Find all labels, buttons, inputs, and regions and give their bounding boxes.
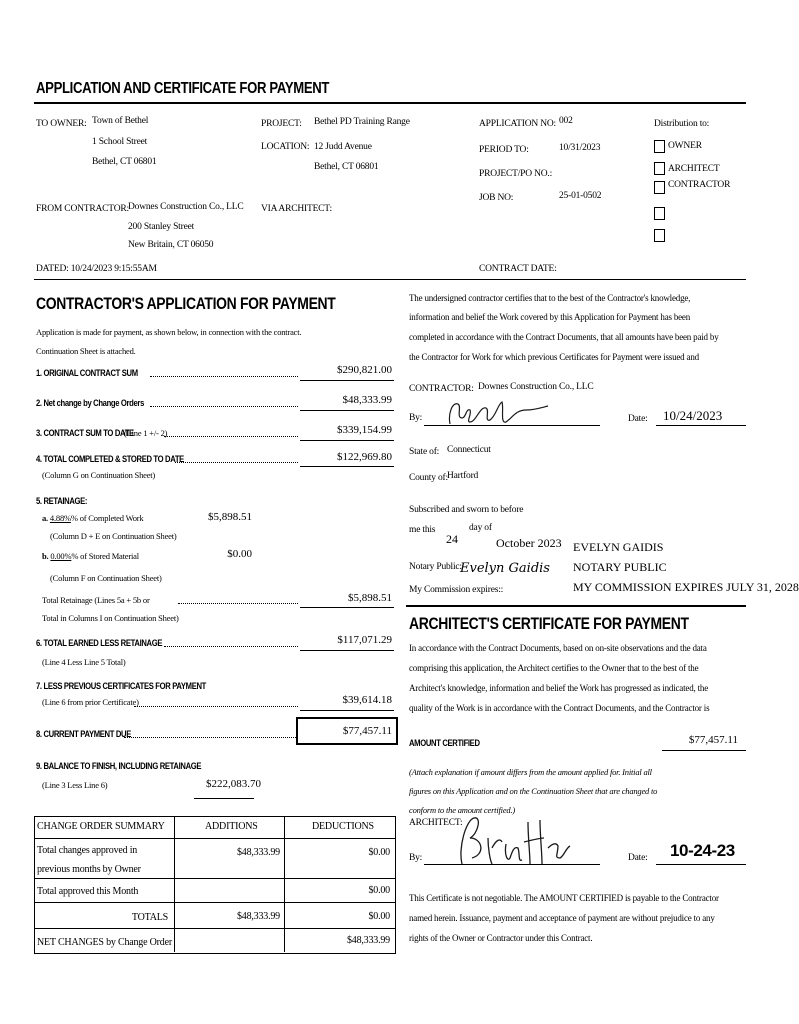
county-label: County of:	[409, 473, 448, 483]
architect-note-1: (Attach explanation if amount differs from the amount applied for. Initial all	[409, 767, 652, 777]
table-row-divider	[34, 878, 395, 879]
contractor-address-2: New Britain, CT 06050	[128, 240, 214, 250]
amount-line	[662, 750, 746, 751]
architect-heading: ARCHITECT'S CERTIFICATE FOR PAYMENT	[409, 614, 689, 633]
value-rule	[194, 798, 254, 799]
value-rule	[300, 410, 394, 411]
architect-note-2: figures on this Application and on the Continuation Sheet that are changed to	[409, 786, 658, 796]
dist-contractor-label: CONTRACTOR	[668, 180, 731, 190]
line-3-value: $339,154.99	[337, 424, 392, 436]
state-value: Connecticut	[447, 445, 491, 455]
line-3-label: 3. CONTRACT SUM TO DATE	[36, 428, 134, 438]
row-prev-additions: $48,333.99	[236, 847, 280, 858]
notary-stamp-expiry: MY COMMISSION EXPIRES JULY 31, 2028	[573, 580, 799, 594]
from-contractor-label: FROM CONTRACTOR:	[36, 204, 129, 214]
contractor-checkbox[interactable]	[654, 181, 665, 194]
period-to-label: PERIOD TO:	[479, 145, 529, 155]
job-no: 25-01-0502	[559, 191, 602, 201]
day-of-label: day of	[469, 523, 492, 533]
row-totals-additions: $48,333.99	[236, 911, 280, 922]
line-8-value: $77,457.11	[342, 725, 392, 737]
line-1-label: 1. ORIGINAL CONTRACT SUM	[36, 368, 138, 378]
line-5b-label: % of Stored Material	[71, 551, 139, 561]
architect-text-2: comprising this application, the Architect certifies to the Owner that to the best of the	[409, 663, 699, 673]
application-no-label: APPLICATION NO:	[479, 119, 556, 129]
footer-text-2: named herein. Issuance, payment and acceptance of payment are without prejudice to any	[409, 913, 715, 923]
contractor-date-label: Date:	[628, 414, 648, 424]
leader-dots	[175, 462, 298, 463]
architect-text-1: In accordance with the Contract Documents, based on on-site observations and the data	[409, 643, 707, 653]
contractor-address-1: 200 Stanley Street	[128, 222, 195, 232]
line-5a-prefix: a. 4.88%% of Completed Work	[42, 513, 144, 523]
date-line	[656, 425, 746, 426]
row-net-value: $48,333.99	[346, 935, 390, 946]
line-7-value: $39,614.18	[342, 694, 392, 706]
via-architect-label: VIA ARCHITECT:	[261, 204, 332, 214]
table-row-divider	[34, 928, 395, 929]
footer-text-1: This Certificate is not negotiable. The AMOUNT CERTIFIED is payable to the Contractor	[409, 893, 719, 903]
line-7-label: 7. LESS PREVIOUS CERTIFICATES FOR PAYMENT	[36, 681, 206, 691]
table-row-divider	[34, 838, 395, 839]
leader-dots	[178, 603, 298, 604]
line-5-label: 5. RETAINAGE:	[36, 496, 88, 506]
contractor-name: Downes Construction Co., LLC	[128, 202, 244, 212]
col-header-summary: CHANGE ORDER SUMMARY	[37, 821, 165, 832]
row-prev-label-1: Total changes approved in	[37, 845, 138, 856]
line-5a-sub: (Column D + E on Continuation Sheet)	[50, 531, 177, 541]
owner-checkbox[interactable]	[654, 140, 665, 153]
application-heading: CONTRACTOR'S APPLICATION FOR PAYMENT	[36, 294, 336, 313]
value-rule	[300, 607, 394, 608]
row-net-label: NET CHANGES by Change Order	[37, 937, 172, 948]
notary-stamp-name: EVELYN GAIDIS	[573, 540, 664, 554]
architect-sign-label: ARCHITECT:	[409, 818, 463, 828]
architect-checkbox[interactable]	[654, 162, 665, 175]
sworn-month-year: October 2023	[496, 536, 562, 550]
dist-owner-label: OWNER	[668, 141, 702, 151]
line-5b-percent: 0.00%	[50, 551, 72, 561]
architect-by-label: By:	[409, 853, 423, 863]
architect-text-3: Architect's knowledge, information and belief the Work has progressed as indicated, the	[409, 683, 708, 693]
architect-note-3: conform to the amount certified.)	[409, 805, 516, 815]
line-5-total-sub: Total in Columns I on Continuation Sheet)	[42, 613, 179, 623]
notary-stamp-title: NOTARY PUBLIC	[573, 560, 667, 574]
contractor-sign-label: CONTRACTOR:	[409, 384, 474, 394]
header-rule	[34, 279, 746, 280]
notary-label: Notary Public:	[409, 562, 462, 572]
line-6-value: $117,071.29	[337, 634, 392, 646]
table-col-divider	[174, 816, 175, 952]
table-col-divider	[284, 816, 285, 952]
leader-dots	[150, 406, 298, 407]
commission-label: My Commission expires::	[409, 585, 504, 595]
line-9-label: 9. BALANCE TO FINISH, INCLUDING RETAINAGE	[36, 761, 202, 771]
line-2-label: 2. Net change by Change Orders	[36, 398, 144, 408]
line-6-sub: (Line 4 Less Line 5 Total)	[42, 657, 126, 667]
line-8-label: 8. CURRENT PAYMENT DUE	[36, 729, 131, 739]
extra-checkbox-1[interactable]	[654, 207, 665, 220]
county-value: Hartford	[447, 471, 479, 481]
value-rule	[300, 440, 394, 441]
application-intro-1: Application is made for payment, as shown below, in connection with the contract.	[36, 327, 302, 337]
project-po-label: PROJECT/PO NO.:	[479, 169, 553, 179]
page-title: APPLICATION AND CERTIFICATE FOR PAYMENT	[36, 80, 330, 97]
cert-text-4: the Contractor for Work for which previous Certificates for Payment were issued and	[409, 352, 699, 362]
row-month-deductions: $0.00	[368, 885, 390, 896]
owner-name: Town of Bethel	[92, 116, 149, 126]
architect-text-4: quality of the Work is in accordance with the Contract Documents, and the Contractor is	[409, 703, 710, 713]
contractor-signature	[436, 396, 566, 430]
line-9-sub: (Line 3 Less Line 6)	[42, 780, 108, 790]
sworn-day: 24	[446, 532, 458, 546]
notary-signature: Evelyn Gaidis	[460, 561, 550, 576]
line-5b-prefix: b. 0.00%% of Stored Material	[42, 551, 139, 561]
line-5a-value: $5,898.51	[208, 511, 252, 523]
leader-dots	[124, 737, 296, 738]
location-label: LOCATION:	[261, 142, 310, 152]
line-4-sub: (Column G on Continuation Sheet)	[42, 470, 156, 480]
line-2-value: $48,333.99	[342, 394, 392, 406]
me-this-label: me this	[409, 525, 436, 535]
table-row-divider	[34, 902, 395, 903]
dist-architect-label: ARCHITECT	[668, 164, 720, 174]
project-label: PROJECT:	[261, 119, 302, 129]
line-5a-percent: 4.88%	[49, 513, 71, 523]
row-totals-deductions: $0.00	[368, 911, 390, 922]
application-intro-2: Continuation Sheet is attached.	[36, 346, 136, 356]
date-line	[656, 864, 746, 865]
value-rule	[300, 466, 394, 467]
location-address-1: 12 Judd Avenue	[314, 142, 372, 152]
footer-text-3: rights of the Owner or Contractor under this Contract.	[409, 933, 593, 943]
architect-date-value: 10-24-23	[670, 841, 735, 860]
cert-text-3: completed in accordance with the Contract Documents, that all amounts have been paid by	[409, 332, 719, 342]
line-5-total-value: $5,898.51	[348, 592, 392, 604]
contractor-date-value: 10/24/2023	[663, 408, 723, 423]
col-header-additions: ADDITIONS	[205, 821, 258, 832]
period-to: 10/31/2023	[559, 143, 601, 153]
leader-dots	[134, 706, 298, 707]
line-5b-sub: (Column F on Continuation Sheet)	[50, 573, 162, 583]
contractor-by-label: By:	[409, 413, 423, 423]
line-4-value: $122,969.80	[337, 451, 392, 463]
line-7-sub: (Line 6 from prior Certificate)	[42, 697, 139, 707]
amount-certified-value: $77,457.11	[688, 734, 738, 746]
line-3-sub: (Line 1 +/- 2)	[124, 428, 168, 438]
architect-signature	[448, 808, 578, 872]
line-5a-label: % of Completed Work	[70, 513, 144, 523]
owner-address-2: Bethel, CT 06801	[92, 157, 157, 167]
line-5-total-label: Total Retainage (Lines 5a + 5b or	[42, 595, 150, 605]
cert-text-2: information and belief the Work covered by this Application for Payment has been	[409, 312, 691, 322]
row-month-label: Total approved this Month	[37, 886, 139, 897]
line-1-value: $290,821.00	[337, 364, 392, 376]
value-rule	[300, 650, 394, 651]
project-name: Bethel PD Training Range	[314, 117, 410, 127]
leader-dots	[164, 646, 298, 647]
job-no-label: JOB NO:	[479, 193, 514, 203]
cert-text-1: The undersigned contractor certifies that to the best of the Contractor's knowledge,	[409, 293, 691, 303]
to-owner-label: TO OWNER:	[36, 119, 87, 129]
contract-date-label: CONTRACT DATE:	[479, 264, 557, 274]
value-rule	[300, 710, 394, 711]
architect-rule	[406, 605, 746, 607]
value-rule	[300, 380, 394, 381]
col-header-deductions: DEDUCTIONS	[312, 821, 374, 832]
line-4-label: 4. TOTAL COMPLETED & STORED TO DATE	[36, 454, 184, 464]
amount-certified-label: AMOUNT CERTIFIED	[409, 738, 480, 748]
state-label: State of:	[409, 447, 440, 457]
location-address-2: Bethel, CT 06801	[314, 162, 379, 172]
distribution-label: Distribution to:	[654, 119, 710, 129]
leader-dots	[150, 376, 298, 377]
sworn-text: Subscribed and sworn to before	[409, 505, 524, 515]
contractor-sign-name: Downes Construction Co., LLC	[478, 382, 594, 392]
row-prev-label-2: previous months by Owner	[37, 864, 141, 875]
application-no: 002	[559, 116, 573, 126]
line-5b-value: $0.00	[227, 548, 252, 560]
owner-address-1: 1 School Street	[92, 137, 148, 147]
extra-checkbox-2[interactable]	[654, 229, 665, 242]
line-6-label: 6. TOTAL EARNED LESS RETAINAGE	[36, 638, 163, 648]
title-rule	[34, 102, 746, 104]
row-prev-deductions: $0.00	[368, 847, 390, 858]
dated: DATED: 10/24/2023 9:15:55AM	[36, 264, 157, 274]
leader-dots	[164, 436, 298, 437]
architect-date-label: Date:	[628, 853, 648, 863]
row-totals-label: TOTALS	[131, 912, 168, 923]
line-9-value: $222,083.70	[206, 778, 261, 790]
